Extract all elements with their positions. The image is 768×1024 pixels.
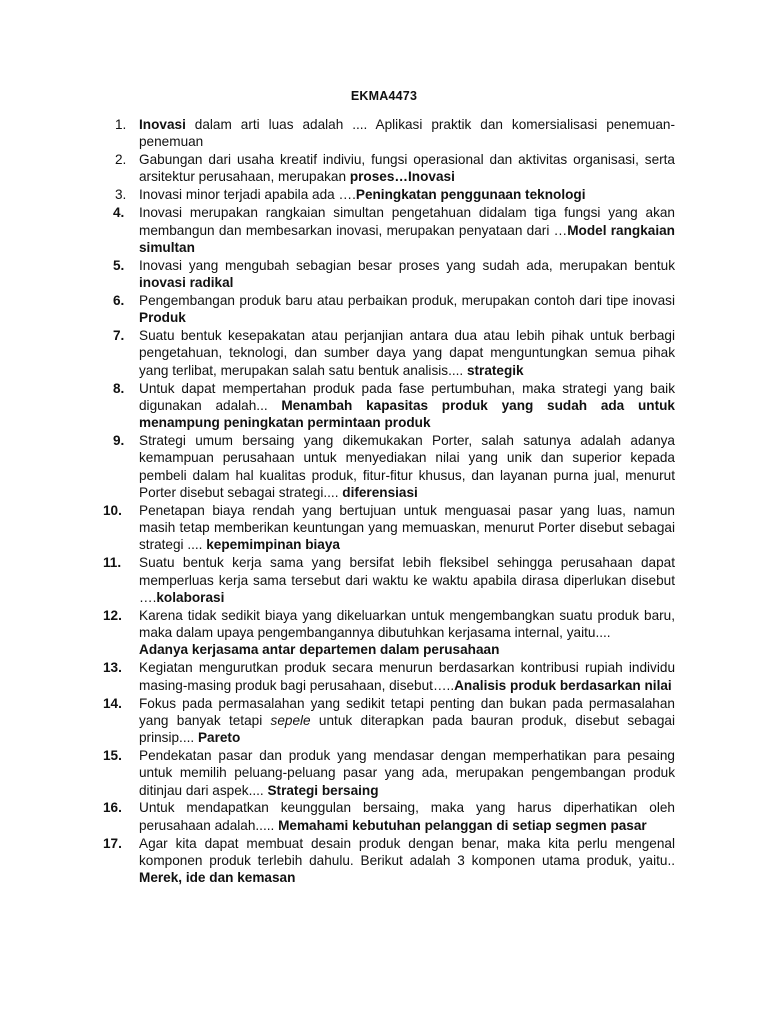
item-question: dalam arti luas adalah .... Aplikasi praktik dan komersialisasi penemuan-penemuan: [139, 117, 675, 150]
item-number: 17.: [103, 835, 122, 851]
item-answer: Menambah kapasitas produk yang sudah ada untuk menampung peningkatan permintaan produk: [139, 397, 675, 431]
item-question: Gabungan dari usaha kreatif indiviu, fungsi operasional dan aktivitas organisasi, serta arsitektur perusahaan, merupakan: [139, 152, 675, 185]
list-item: [103, 151, 675, 186]
item-answer: Pareto: [197, 730, 241, 746]
item-number: 7.: [113, 328, 125, 344]
item-question: Untuk dapat mempertahan produk pada fase pertumbuhan, maka strategi yang baik digunakan adalah...: [139, 380, 675, 413]
item-answer: Peningkatan penggunaan teknologi: [355, 187, 586, 203]
list-item: [103, 327, 675, 379]
list-item: [103, 607, 675, 659]
list-item: [103, 695, 675, 747]
item-answer: kepemimpinan biaya: [206, 537, 340, 553]
item-number: 13.: [103, 660, 122, 676]
item-answer: Strategi bersaing: [267, 782, 379, 798]
item-answer: strategik: [466, 362, 524, 378]
item-question: Inovasi yang mengubah sebagian besar proses yang sudah ada, merupakan bentuk: [139, 257, 675, 273]
item-answer: Analisis produk berdasarkan nilai: [454, 677, 672, 693]
item-number: 2.: [115, 152, 127, 168]
item-question: Suatu bentuk kerja sama yang bersifat lebih fleksibel sehingga perusahaan dapat memperluas kerja sama tersebut dari waktu ke waktu apabila dirasa diperlukan disebut ….: [139, 555, 675, 605]
item-answer: Produk: [139, 310, 186, 326]
item-number: 4.: [113, 205, 125, 221]
item-question: Agar kita dapat membuat desain produk dengan benar, maka kita perlu mengenal komponen produk terlebih dahulu. Berikut adalah 3 komponen utama produk, yaitu..: [139, 835, 675, 868]
list-item: [103, 835, 675, 887]
item-question: Fokus pada permasalahan yang sedikit tetapi penting dan bukan pada permasalahan yang banyak tetapi: [139, 695, 675, 728]
item-question: Kegiatan mengurutkan produk secara menurun berdasarkan kontribusi rupiah individu masing-masing produk bagi perusahaan, disebut…..: [139, 660, 675, 693]
item-question: Untuk mendapatkan keunggulan bersaing, maka yang harus diperhatikan oleh perusahaan adalah.....: [139, 800, 675, 833]
item-number: 1.: [115, 117, 127, 132]
item-question: Strategi umum bersaing yang dikemukakan Porter, salah satunya adalah adanya kemampuan perusahaan untuk menyediakan nilai yang unik dan superior kepada pembeli dalam hal kualitas produk, fitur-fitur khusus, dan layanan purna jual, menurut Porter disebut sebagai strategi....: [139, 433, 675, 500]
item-number: 12.: [103, 607, 122, 623]
item-answer: Merek, ide dan kemasan: [139, 870, 296, 886]
list-item: [103, 292, 675, 327]
list-item: [103, 116, 675, 151]
item-question: Pendekatan pasar dan produk yang mendasar dengan memperhatikan para pesaing untuk memilih peluang-peluang pasar yang ada, merupakan pengembangan produk ditinjau dari aspek....: [139, 748, 675, 798]
item-answer: diferensiasi: [342, 484, 418, 500]
item-number: 14.: [103, 695, 122, 711]
item-answer: Adanya kerjasama antar departemen dalam perusahaan: [139, 642, 500, 658]
item-answer: inovasi radikal: [139, 275, 234, 291]
item-number: 16.: [103, 800, 122, 816]
list-item: [103, 502, 675, 554]
list-item: [103, 554, 675, 606]
list-item: [103, 204, 675, 256]
item-question: Suatu bentuk kesepakatan atau perjanjian antara dua atau lebih pihak untuk berbagi pengetahuan, teknologi, dan sumber daya yang dapat menguntungkan semua pihak yang terlibat, merupakan salah satu bentuk analisis....: [139, 328, 675, 378]
question-list: [103, 116, 675, 887]
item-number: 3.: [115, 187, 127, 203]
item-number: 9.: [113, 433, 125, 449]
item-question-end: untuk diterapkan pada bauran produk, disebut sebagai prinsip....: [139, 712, 675, 746]
item-question-emphasis: sepele: [270, 712, 311, 728]
list-item: [103, 432, 675, 501]
list-item: [103, 799, 675, 834]
item-number: 6.: [113, 292, 125, 308]
item-number: 15.: [103, 748, 122, 763]
list-item: [103, 186, 675, 203]
item-lead-term: Inovasi: [139, 117, 186, 132]
list-item: [103, 380, 675, 432]
item-number: 5.: [113, 257, 125, 273]
item-question: Inovasi minor terjadi apabila ada ….: [139, 187, 356, 203]
item-answer: kolaborasi: [156, 589, 225, 605]
item-answer: Memahami kebutuhan pelanggan di setiap segmen pasar: [278, 817, 647, 833]
item-answer: proses…Inovasi: [349, 169, 455, 185]
list-item: [103, 659, 675, 694]
item-number: 11.: [103, 555, 122, 571]
item-question: Karena tidak sedikit biaya yang dikeluarkan untuk mengembangkan suatu produk baru, maka dalam upaya pengembangannya dibutuhkan kerjasama internal, yaitu....: [139, 607, 675, 641]
item-answer: Model rangkaian simultan: [139, 222, 675, 255]
list-item: [103, 747, 675, 799]
list-item: [103, 257, 675, 292]
page-title: EKMA4473: [350, 89, 418, 103]
item-number: 8.: [113, 380, 125, 396]
item-question: Pengembangan produk baru atau perbaikan produk, merupakan contoh dari tipe inovasi: [139, 292, 675, 308]
item-question: Inovasi merupakan rangkaian simultan pengetahuan didalam tiga fungsi yang akan membangun dan membesarkan inovasi, merupakan penyataan dari …: [139, 205, 675, 238]
item-number: 10.: [103, 502, 122, 518]
item-question: Penetapan biaya rendah yang bertujuan untuk menguasai pasar yang luas, namun masih tetap memberikan keuntungan yang memuaskan, menurut Porter disebut sebagai strategi ....: [139, 502, 675, 553]
